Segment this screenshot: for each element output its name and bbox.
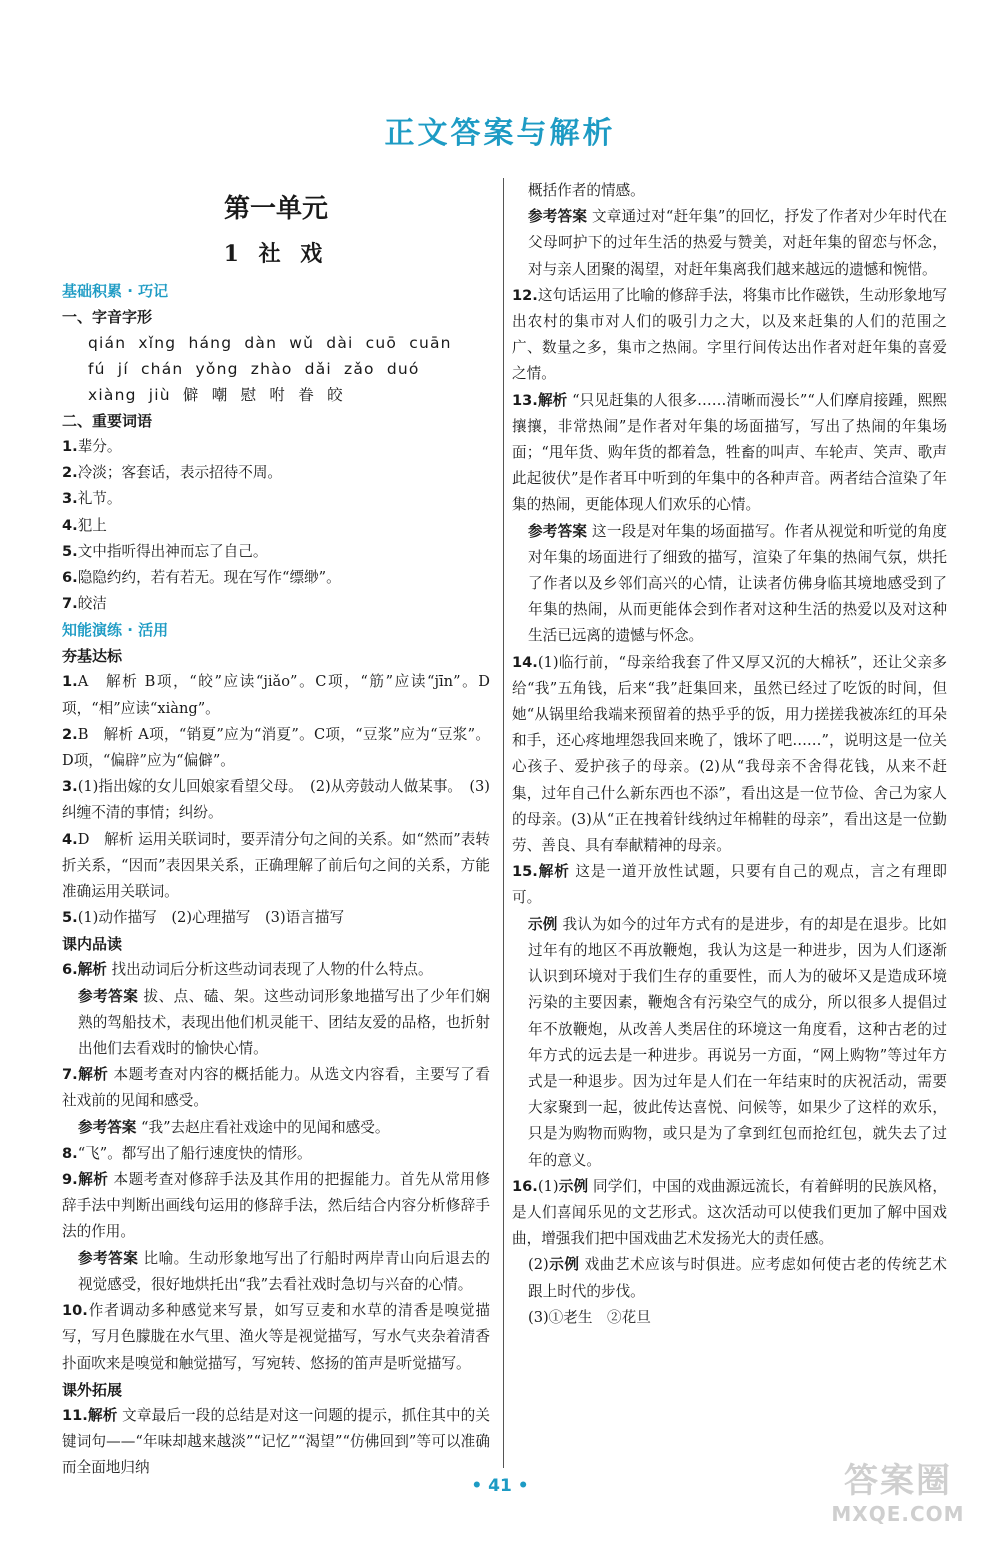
answer-item: 15.解析 这是一道开放性试题，只要有自己的观点，言之有理即可。 — [512, 863, 947, 907]
answer-sub: 参考答案 这一段是对年集的场面描写。作者从视觉和听觉的角度对年集的场面进行了细致的描写，渲染了年集的热闹气氛，烘托了作者以及乡邻们高兴的心情，让读者仿佛身临其境地感受到了年集的热闹，从而更能体会到作者对这种生活的热爱以及对这种生活已远离的遗憾与怀念。 — [528, 522, 947, 645]
answer-sub: 示例 我认为如今的过年方式有的是进步，有的却是在退步。比如过年有的地区不再放鞭炮，我认为这是一种进步，因为人们逐渐认识到环境对于我们生存的重要性，而人为的破坏又是造成环境污染的主要因素，鞭炮含有污染空气的成分，所以很多人提倡过年不放鞭炮，从改善人类居住的环境这一角度看，这种古老的过年方式的远去是一种进步。再说另一方面，“网上购物”等过年方式是一种退步。因为过年是人们在一年结束时的庆祝活动，需要大家聚到一起，彼此传达喜悦、问候等，如果少了这样的欢乐，只是为购物而购物，或只是为了拿到红包而抢红包，就失去了过年的意义。 — [528, 915, 947, 1169]
page-number: • 41 • — [471, 1476, 529, 1496]
list-item: 5.文中指听得出神而忘了自己。 — [62, 542, 268, 560]
heading-kj: 夯基达标 — [62, 647, 123, 666]
answer-item: 1.A 解析 B项，“皎”应读“jiǎo”。C项，“筋”应读“jīn”。D项，“相”应读“xiàng”。 — [62, 673, 490, 717]
pinyin-line: xiàng jiù 僻 嘲 慰 咐 眷 皎 — [88, 386, 344, 404]
heading-kw: 课外拓展 — [62, 1380, 123, 1399]
answer-sub: 参考答案 文章通过对“赶年集”的回忆，抒发了作者对少年时代在父母呵护下的过年生活的热爱与赞美，对赶年集的留恋与怀念，对与亲人团聚的渴望，对赶年集离我们越来越远的遗憾和惋惜。 — [528, 208, 947, 278]
list-item: 6.隐隐约约，若有若无。现在写作“缥缈”。 — [62, 569, 341, 587]
heading-kn: 课内品读 — [62, 935, 123, 954]
list-item: 4.犯上 — [62, 516, 107, 534]
answer-item: 14.(1)临行前，“母亲给我套了件又厚又沉的大棉袄”，还让父亲多给“我”五角钱，后来“我”赶集回来，虽然已经过了吃饭的时间，但她“从锅里给我端来预留着的热乎乎的饭，用力搓搓我被冻红的耳朵和手，还心疼地埋怨我回来晚了，饿坏了吧……”，说明这是一位关心孩子、爱护孩子的母亲。(2)从“我母亲不舍得花钱，从来不赶集，过年自己什么新东西也不添”，看出这是一位节俭、舍己为家人的母亲。(3)从“正在拽着针线纳过年棉鞋的母亲”，看出这是一位勤劳、善良、具有奉献精神的母亲。 — [512, 653, 947, 855]
answer-item: 4.D 解析 运用关联词时，要弄清分句之间的关系。如“然而”表转折关系，“因而”表因果关系，正确理解了前后句之间的关系，方能准确运用关联词。 — [62, 830, 490, 901]
page-title: 正文答案与解析 — [384, 116, 616, 151]
answer-item: 3.(1)指出嫁的女儿回娘家看望父母。 (2)从旁鼓动人做某事。 (3)纠缠不清的事情；纠纷。 — [62, 778, 490, 822]
answer-sub: (3)①老生 ②花旦 — [528, 1308, 651, 1326]
list-item: 7.皎洁 — [62, 595, 107, 613]
column-divider — [503, 178, 504, 1468]
answer-item: 9.解析 本题考查对修辞手法及其作用的把握能力。首先从常用修辞手法中判断出画线句运用的修辞手法，然后结合内容分析修辞手法的作用。 — [62, 1171, 490, 1241]
answer-continuation: 概括作者的情感。 — [528, 182, 645, 199]
answer-item: 6.解析 找出动词后分析这些动词表现了人物的什么特点。 — [62, 961, 433, 979]
list-item: 2.冷淡；客套话，表示招待不周。 — [62, 464, 283, 482]
watermark-logo: 答案圈 MXQE.COM — [831, 1461, 965, 1526]
answer-item: 11.解析 文章最后一段的总结是对这一问题的提示，抓住其中的关键词句——“年味却越来越淡”“记忆”“渴望”“仿佛回到”等可以准确而全面地归纳 — [62, 1406, 490, 1477]
answer-item: 8.“飞”。都写出了船行速度快的情形。 — [62, 1144, 312, 1162]
section-heading-basic: 基础积累 · 巧记 — [62, 282, 169, 300]
answer-item: 10.作者调动多种感觉来写景，如写豆麦和水草的清香是嗅觉描写，写月色朦胧在水气里、渔火等是视觉描写，写水气夹杂着清香扑面吹来是嗅觉和触觉描写，写宛转、悠扬的笛声是听觉描写。 — [62, 1302, 490, 1372]
heading-zi: 一、字音字形 — [62, 308, 153, 326]
unit-title: 第一单元 — [223, 194, 328, 224]
answer-item: 12.这句话运用了比喻的修辞手法，将集市比作磁铁，生动形象地写出农村的集市对人们的吸引力之大，以及来赶集的人们的范围之广、数量之多，集市之热闹。字里行间传达出作者对赶年集的喜爱之情。 — [512, 286, 947, 383]
heading-ci: 二、重要词语 — [62, 412, 153, 430]
answer-sub: 参考答案 “我”去赵庄看社戏途中的见闻和感受。 — [78, 1118, 390, 1136]
pinyin-line: fú jí chán yǒng zhào dǎi zǎo duó — [88, 360, 420, 378]
answer-item: 16.(1)示例 同学们，中国的戏曲源远流长，有着鲜明的民族风格，是人们喜闻乐见的文艺形式。这次活动可以使我们更加了解中国戏曲，增强我们把中国戏曲艺术发扬光大的责任感。 — [512, 1177, 947, 1248]
list-item: 1.辈分。 — [62, 438, 122, 455]
list-item: 3.礼节。 — [62, 490, 122, 508]
right-column — [512, 178, 947, 1331]
answer-sub: 参考答案 拔、点、磕、架。这些动词形象地描写出了少年们娴熟的驾船技术，表现出他们机灵能干、团结友爱的品格，也折射出他们去看戏时的愉快心情。 — [78, 987, 490, 1058]
answer-item: 7.解析 本题考查对内容的概括能力。从选文内容看，主要写了看社戏前的见闻和感受。 — [62, 1066, 490, 1110]
section-heading-practice: 知能演练 · 活用 — [62, 621, 169, 640]
pinyin-line: qián xǐng háng dàn wǔ dài cuō cuān — [88, 334, 452, 352]
answer-item: 13.解析 “只见赶集的人很多……清晰而漫长”“人们摩肩接踵，熙熙攘攘，非常热闹”是作者对年集的场面描写，写出了热闹的年集场面；“甩年货、购年货的都着急，牲畜的叫声、车轮声、笑声、歌声此起彼伏”是作者耳中听到的年集中的各种声音。两者结合渲染了年集的热闹，更能体现人们欢乐的心情。 — [512, 391, 947, 514]
answer-item: 2.B 解析 A项，“销夏”应为“消夏”。C项，“豆浆”应为“豆浆”。D项，“偏辟”应为“偏僻”。 — [62, 725, 490, 770]
answer-sub: 参考答案 比喻。生动形象地写出了行船时两岸青山向后退去的视觉感受，很好地烘托出“我”去看社戏时急切与兴奋的心情。 — [78, 1249, 490, 1293]
lesson-title: 1 社 戏 — [223, 241, 329, 267]
answer-item: 5.(1)动作描写 (2)心理描写 (3)语言描写 — [62, 909, 345, 927]
answer-sub: (2)示例 戏曲艺术应该与时俱进。应考虑如何使古老的传统艺术跟上时代的步伐。 — [528, 1256, 947, 1300]
left-column — [62, 178, 490, 1481]
